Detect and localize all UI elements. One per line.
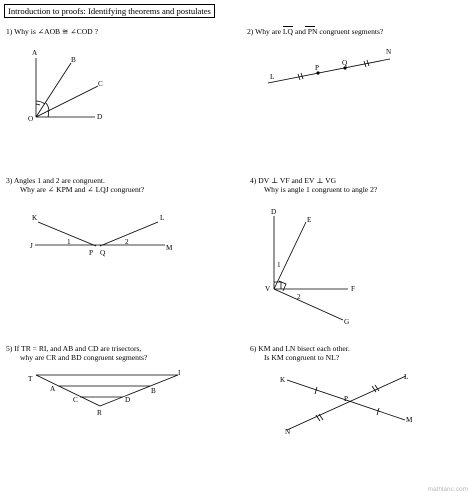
- label-3-l: L: [160, 214, 165, 222]
- problem-4-line1: DV ⊥ VF and EV ⊥ VG: [258, 176, 337, 185]
- point-q: [344, 67, 346, 69]
- label-6-m: M: [406, 416, 413, 424]
- arc-inner: [36, 104, 40, 105]
- tick-kp: [315, 387, 317, 394]
- label-1-o: O: [28, 115, 34, 123]
- label-3-j: J: [30, 242, 33, 250]
- segment-ri: [100, 375, 178, 406]
- label-3-angle-1: 1: [67, 238, 71, 246]
- label-6-p: P: [344, 395, 348, 403]
- arc-aob: [36, 101, 45, 104]
- label-3-angle-2: 2: [125, 238, 129, 246]
- ray-oc: [36, 86, 98, 117]
- figure-5-triangle: [36, 375, 178, 406]
- figure-4-angles: [274, 216, 348, 320]
- problem-1-text: Why is ∠AOB ≅ ∠COD ?: [14, 27, 98, 36]
- label-6-k: K: [280, 376, 286, 384]
- label-4-e: E: [307, 216, 312, 224]
- label-2-n: N: [386, 48, 392, 56]
- label-1-c: C: [98, 80, 103, 88]
- problem-4-line2: Why is angle 1 congruent to angle 2?: [264, 185, 378, 194]
- label-1-a: A: [32, 49, 38, 57]
- label-4-angle-2: 2: [297, 293, 301, 301]
- label-2-q: Q: [342, 59, 348, 67]
- label-1-d: D: [97, 113, 103, 121]
- figure-6-lines: [287, 376, 406, 430]
- worksheet-title: Introduction to proofs: Identifying theorems and postulates: [4, 4, 215, 18]
- label-4-angle-1: 1: [277, 261, 281, 269]
- label-2-p: P: [315, 64, 319, 72]
- label-6-n: N: [285, 428, 291, 436]
- segment-tr: [36, 375, 100, 406]
- ray-vg: [274, 289, 343, 320]
- problem-3-line2: Why are ∠ KPM and ∠ LQJ congruent?: [20, 185, 145, 194]
- problem-2-text: Why are LQ and PN congruent segments?: [255, 27, 384, 36]
- right-angle-evg: [279, 281, 286, 291]
- label-2-l: L: [270, 73, 275, 81]
- problem-2-number: 2): [247, 27, 254, 36]
- problem-5-line1: If TR = RI, and AB and CD are trisectors,: [14, 344, 142, 353]
- point-p: [317, 72, 319, 74]
- worksheet-footer: mathlanc.com: [427, 486, 468, 493]
- label-5-c: C: [73, 396, 78, 404]
- label-3-m: M: [166, 244, 173, 252]
- label-6-l: L: [404, 373, 409, 381]
- label-5-r: R: [97, 409, 102, 417]
- arc-cod-1: [46, 103, 49, 110]
- problem-6-number: 6): [250, 344, 257, 353]
- label-4-v: V: [265, 285, 271, 293]
- ray-ql: [100, 222, 158, 246]
- label-5-i: I: [178, 369, 181, 377]
- problem-4-number: 4): [250, 176, 257, 185]
- label-5-d: D: [125, 396, 131, 404]
- problem-6-line1: KM and LN bisect each other.: [258, 344, 350, 353]
- label-4-g: G: [344, 318, 350, 326]
- figure-2-line: [268, 59, 390, 83]
- label-3-q: Q: [100, 249, 106, 257]
- label-4-d: D: [271, 208, 277, 216]
- label-4-f: F: [351, 285, 355, 293]
- label-3-p: P: [89, 249, 93, 257]
- arc-cod-2: [48, 110, 49, 117]
- label-5-t: T: [28, 375, 33, 383]
- problem-6-line2: Is KM congruent to NL?: [264, 353, 340, 362]
- ray-ob: [36, 63, 71, 117]
- ray-ve: [274, 222, 306, 289]
- label-5-b: B: [151, 387, 156, 395]
- figure-3-lines: [35, 222, 165, 246]
- line-ln-6: [287, 376, 406, 430]
- line-ln: [268, 59, 390, 83]
- problem-5-number: 5): [6, 344, 13, 353]
- problem-3-number: 3): [6, 176, 13, 185]
- figure-1-angles: [36, 58, 98, 117]
- label-3-k: K: [32, 214, 38, 222]
- problem-5-line2: why are CR and BD congruent segments?: [20, 353, 148, 362]
- label-1-b: B: [71, 56, 76, 64]
- right-angle-dvf: [274, 282, 281, 289]
- problem-3-line1: Angles 1 and 2 are congruent.: [13, 176, 105, 185]
- problem-1-number: 1): [6, 27, 13, 36]
- label-5-a: A: [50, 385, 56, 393]
